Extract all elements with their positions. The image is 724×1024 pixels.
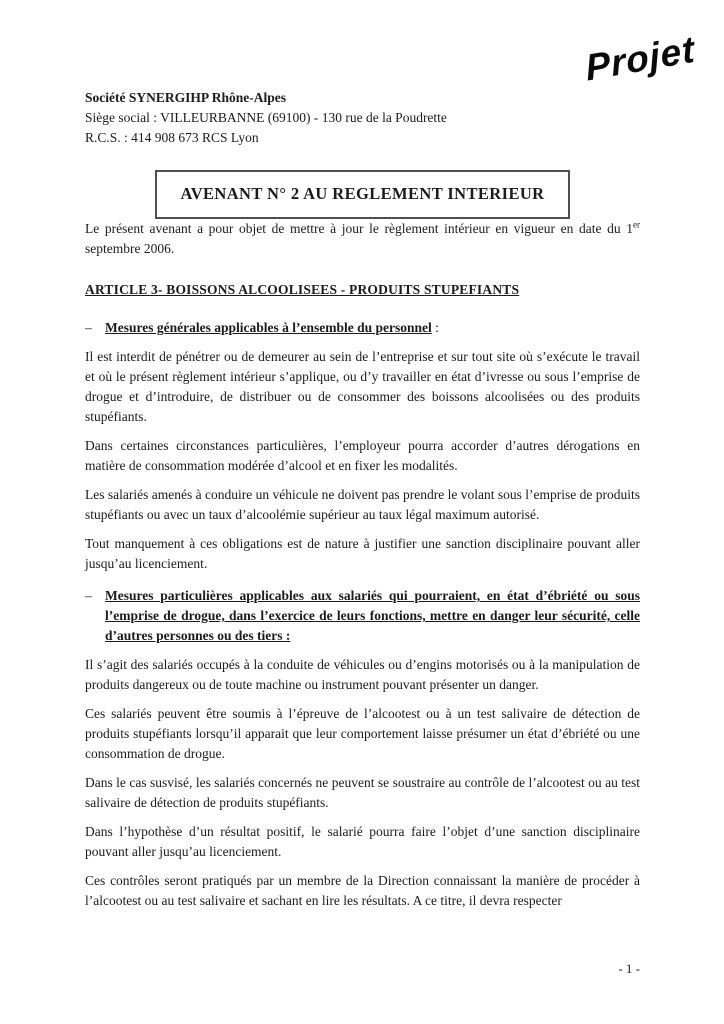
bullet-general-measures [85, 318, 640, 338]
company-name: Société SYNERGIHP Rhône-Alpes [85, 90, 287, 105]
document-content [85, 88, 640, 920]
paragraph: Ces salariés peuvent être soumis à l’épreuve de l’alcootest ou à un test salivaire de détection de produits stupéfiants lorsqu’il apparait que leur comportement laisse présumer un état d’ébriété ou une consommation de drogue. [85, 706, 640, 761]
projet-watermark: Projet [583, 28, 698, 89]
bullet-heading-wrap [105, 318, 439, 338]
document-title: AVENANT N° 2 AU REGLEMENT INTERIEUR [180, 184, 545, 203]
title-box [155, 170, 570, 219]
intro-text-after: septembre 2006. [85, 241, 175, 256]
bullet-particular-measures [85, 586, 640, 646]
page-number: - 1 - [618, 961, 640, 976]
intro-paragraph [85, 219, 640, 259]
company-address: Siège social : VILLEURBANNE (69100) - 130 rue de la Poudrette [85, 110, 447, 125]
paragraph: Il s’agit des salariés occupés à la conduite de véhicules ou d’engins motorisés ou à la manipulation de produits dangereux ou de toute machine ou instrument pouvant présenter un danger. [85, 657, 640, 692]
paragraph: Dans le cas susvisé, les salariés concernés ne peuvent se soustraire au contrôle de l’alcootest ou au test salivaire de détection de produits stupéfiants. [85, 775, 640, 810]
company-header [85, 88, 640, 148]
paragraph: Ces contrôles seront pratiqués par un membre de la Direction connaissant la manière de procéder à l’alcootest ou au test salivaire et sachant en lire les résultats. A ce titre, il devra respecter [85, 873, 640, 908]
bullet-dash: – [85, 320, 92, 335]
intro-superscript: er [633, 219, 640, 230]
bullet-general-heading: Mesures générales applicables à l’ensemble du personnel [105, 320, 432, 335]
bullet-dash: – [85, 588, 92, 603]
article-heading: ARTICLE 3- BOISSONS ALCOOLISEES - PRODUITS STUPEFIANTS [85, 282, 520, 297]
paragraph: Il est interdit de pénétrer ou de demeurer au sein de l’entreprise et sur tout site où s’exécute le travail et où le présent règlement intérieur s’applique, ou d’y travailler en état d’ivresse ou sous l’emprise de drogue et d’introduire, de distribuer ou de consommer des boissons alcoolisées ou des produits stupéfiants. [85, 349, 640, 424]
paragraph: Dans certaines circonstances particulières, l’employeur pourra accorder d’autres dérogations en matière de consommation modérée d’alcool et en fixer les modalités. [85, 438, 640, 473]
company-rcs: R.C.S. : 414 908 673 RCS Lyon [85, 130, 259, 145]
paragraph: Dans l’hypothèse d’un résultat positif, le salarié pourra faire l’objet d’une sanction disciplinaire pouvant aller jusqu’au licenciement. [85, 824, 640, 859]
bullet-heading-suffix: : [431, 320, 439, 335]
intro-text-before: Le présent avenant a pour objet de mettre à jour le règlement intérieur en vigueur en date du 1 [85, 221, 633, 236]
bullet-particular-heading: Mesures particulières applicables aux salariés qui pourraient, en état d’ébriété ou sous l’emprise de drogue, dans l’exercice de leurs fonctions, mettre en danger leur sécurité, celle d’autres personnes ou des tiers : [105, 588, 640, 643]
paragraph: Les salariés amenés à conduire un véhicule ne doivent pas prendre le volant sous l’emprise de produits stupéfiants ou avec un taux d’alcoolémie supérieur au taux légal maximum autorisé. [85, 487, 640, 522]
paragraph: Tout manquement à ces obligations est de nature à justifier une sanction disciplinaire pouvant aller jusqu’au licenciement. [85, 536, 640, 571]
